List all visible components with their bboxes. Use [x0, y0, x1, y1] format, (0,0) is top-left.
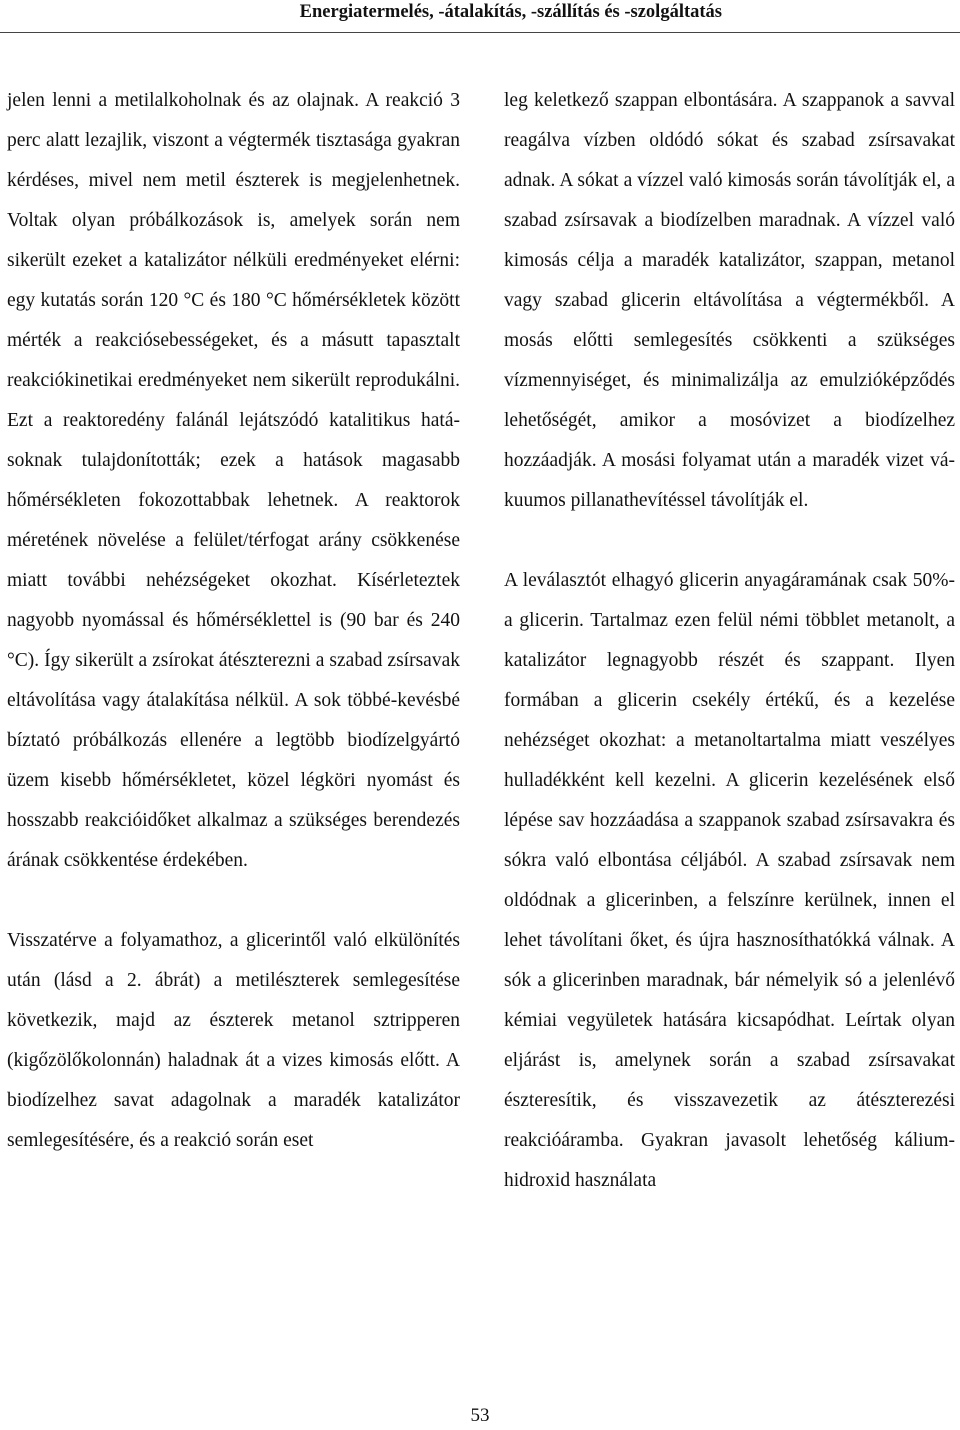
- page-number: 53: [470, 1405, 490, 1426]
- left-column: [7, 81, 460, 1161]
- right-paragraph-1: leg keletkező szappan elbontására. A szappanok a savval reagálva vízben oldódó sókat és szabad zsírsavakat adnak. A sókat a vízzel való kimosás során távolítják el, a szabad zsírsavak a biodízelben maradnak. A vízzel való kimosás célja a maradék katalizátor, szappan, metanol vagy szabad glicerin eltávolítása a végtermékből. A mosás előtti semlegesítés csökkenti a szükséges vízmennyiséget, és minimalizálja az emulzióképződés lehetőségét, amikor a mosóvizet a biodízelhez hozzáadják. A mosási folyamat után a maradék vizet vákuumos pillanathevítéssel távolítják el.: [504, 90, 955, 511]
- header-title: Energiatermelés, -átalakítás, -szállítás és -szolgáltatás: [299, 2, 722, 22]
- right-column: [504, 81, 955, 1201]
- left-paragraph-2: Visszatérve a folyamathoz, a glicerintől való elkülönítés után (lásd a 2. ábrát) a metilészterek semlegesítése következik, majd az észterek metanol sztripperen (kigőzölőkolonnán) haladnak át a vizes kimosás előtt. A biodízelhez savat adagolnak a maradék katalizátor semlegesítésére, és a reakció során eset: [7, 930, 460, 1151]
- running-header: [0, 0, 960, 33]
- left-paragraph-1: jelen lenni a metilalkoholnak és az olajnak. A reakció 3 perc alatt lezajlik, viszont a végtermék tisztasága gyakran kérdéses, mivel nem metil észterek is megjelenhetnek. Voltak olyan próbálkozások is, amelyek során nem sikerült ezeket a katalizátor nélküli eredményeket elérni: egy kutatás során 120 °C és 180 °C hőmérsékletek között mérték a reakciósebességeket, és a másutt tapasztalt reakciókinetikai eredményeket nem sikerült reprodukálni. Ezt a reaktoredény falánál lejátszódó katalitikus hatásoknak tulajdonították; ezek a hatások magasabb hőmérsékleten fokozottabbak lehetnek. A reaktorok méretének növelése a felület/térfogat arány csökkenése miatt további nehézségeket okozhat. Kísérleteztek nagyobb nyomással és hőmérséklettel is (90 bar és 240 °C). Így sikerült a zsírokat átészterezni a szabad zsírsavak eltávolítása vagy átalakítása nélkül. A sok többé-kevésbé bíztató próbálkozás ellenére a legtöbb biodízelgyártó üzem kisebb hőmérsékletet, közel légköri nyomást és hosszabb reakcióidőket alkalmaz a szükséges berendezés árának csökkentése érdekében.: [7, 90, 460, 871]
- right-paragraph-2: A leválasztót elhagyó glicerin anyagáramának csak 50%-a glicerin. Tartalmaz ezen felül némi többlet metanolt, a katalizátor legnagyobb részét és szappant. Ilyen formában a glicerin csekély értékű, és a kezelése nehézséget okozhat: a metanoltartalma miatt veszélyes hulladékként kell kezelni. A glicerin kezelésének első lépése sav hozzáadása a szappanok szabad zsírsavakra és sókra való elbontása céljából. A szabad zsírsavak nem oldódnak a glicerinben, a felszínre kerülnek, innen el lehet távolítani őket, és újra hasznosíthatókká válnak. A sók a glicerinben maradnak, bár némelyik só a jelenlévő kémiai vegyületek hatására kicsapódhat. Leírtak olyan eljárást is, amelynek során a szabad zsírsavakat észteresítik, és visszavezetik az átészterezési reakcióáramba. Gyakran javasolt lehetőség kálium-hidroxid használata: [504, 570, 955, 1191]
